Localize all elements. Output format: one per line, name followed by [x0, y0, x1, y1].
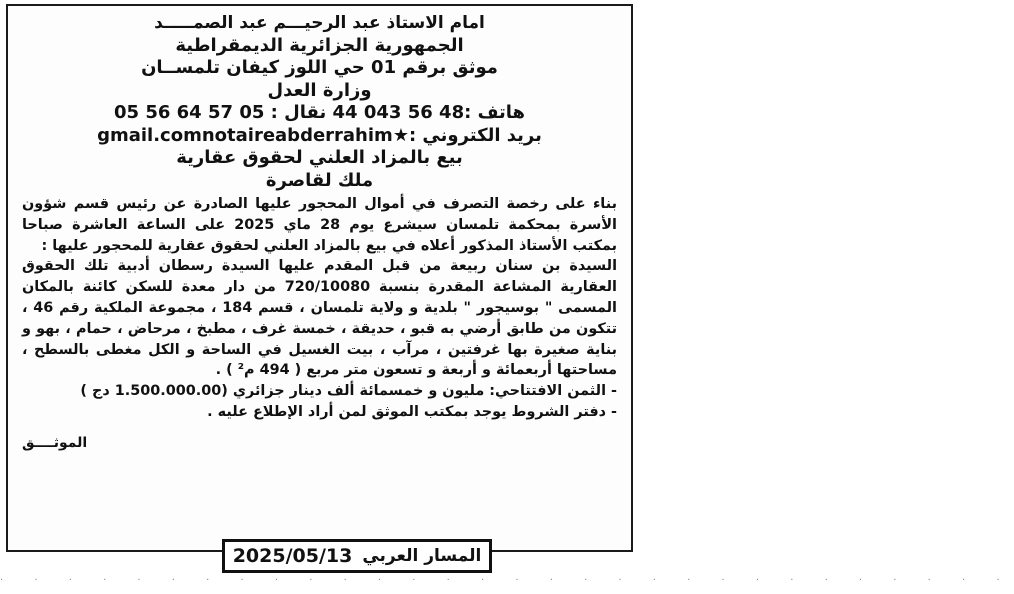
conditions-note: - دفتر الشروط يوجد بمكتب الموثق لمن أراد الإطلاع عليه .: [207, 403, 617, 420]
notice-body: [8, 192, 631, 423]
notary-address: موثق برقم 01 حي اللوز كيفان تلمســان: [141, 57, 498, 78]
ministry-name: وزارة العدل: [267, 79, 372, 101]
newspaper-name: المسار العربي: [362, 546, 482, 566]
email-line: بريد الكتروني :★gmail.comnotaireabderrahim: [97, 124, 542, 146]
notary-name: امام الاستاذ عبد الرحيـــم عبد الصمـــــد: [154, 13, 485, 33]
legal-notice: [6, 4, 633, 552]
intro-paragraph: بناء على رخصة التصرف في أموال المحجور عليها الصادرة عن رئيس قسم شؤون الأسرة بمحكمة تلمسان سيشرع يوم 28 ماي 2025 على الساعة العاشرة صباحا بمكتب الأستاذ المذكور أعلاه في بيع بالمزاد العلني لحقوق عقارية للمحجور عليها :: [22, 196, 617, 254]
scan-dots-decoration: · · · · · · · · · · · · · · · · · · · · · · · · · · · · · ·: [0, 575, 1014, 586]
notary-signature: الموثــــق: [22, 434, 88, 451]
publication-stamp: [222, 539, 492, 573]
notice-header: [8, 12, 631, 192]
publication-date: 2025/05/13: [232, 545, 353, 567]
notice-title: بيع بالمزاد العلني لحقوق عقارية: [176, 147, 463, 168]
property-description: السيدة بن سنان ربيعة من قبل المقدم عليها السيدة رسطان أدبية تلك الحقوق العقارية المشاعة المقدرة بنسبة 720/10080 من دار معدة للسكن كائنة بالمكان المسمى " بوسيجور " بلدية و ولاية تلمسان ، قسم 184 ، مجموعة الملكية رقم 46 ، تتكون من طابق أرضي به قبو ، حديقة ، خمسة غرف ، مطبخ ، مرحاض ، حمام ، بهو و بناية صغيرة بها غرفتين ، مرآب ، بيت الغسيل في الساحة و الكل مغطى بالسطح ، مساحتها أربعمائة و أربعة و تسعون متر مربع ( 494 م² ) .: [22, 258, 617, 379]
opening-price: - الثمن الافتتاحي: مليون و خمسمائة ألف دينار جزائري (1.500.000.00 دج ): [80, 383, 617, 400]
notice-subtitle: ملك لقاصرة: [265, 169, 374, 191]
republic-name: الجمهورية الجزائرية الديمقراطية: [175, 34, 464, 56]
phone-line: هاتف :48 56 043 44 نقال : 05 57 64 56 05: [113, 102, 526, 123]
